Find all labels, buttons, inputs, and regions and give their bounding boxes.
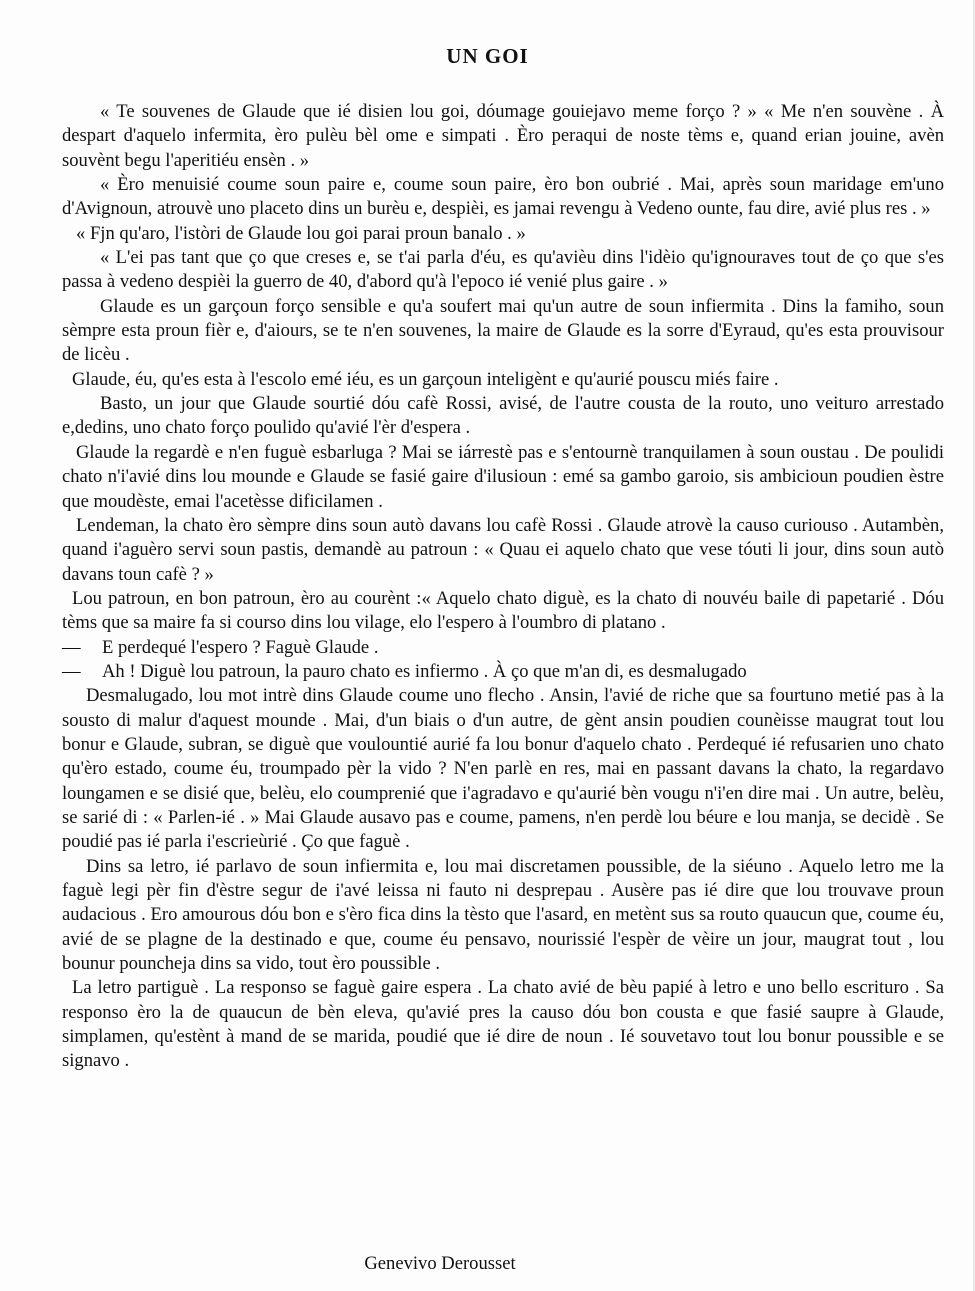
- dash-mark: —: [62, 660, 81, 682]
- paragraph-7: Basto, un jour que Glaude sourtié dóu cafè Rossi, avisé, de l'autre cousta de la routo, uno veituro arrestado e,dedins, uno chato forço poulido qu'avié l'èr d'espera .: [62, 393, 944, 439]
- paragraph-14: Dins sa letro, ié parlavo de soun infiermita e, lou mai discretamen poussible, de la siéuno . Aquelo letro me la faguè legi pèr fin d'èstre segur de i'avé leissa ni fauto ni desprepau . Ausère pas ié dire que lou trouvave proun audacious . Ero amourous dóu bon e s'èro fica dins la tèsto que l'asard, en metènt sus sa routo quaucun que, coume éu, avié de se plagne de la destinado e que, coume éu pensavo, nourissié l'espèr de vèire un jour, maugrat tout , lou bounur pouncheja dins sa vido, tout èro poussible .: [62, 855, 944, 975]
- paragraph-10: Lou patroun, en bon patroun, èro au courènt :« Aquelo chato diguè, es la chato di nouvéu baile di papetarié . Dóu tèms que sa maire fa si courso dins lou vilage, elo l'espero à l'oumbro di platano .: [62, 587, 944, 634]
- page-title: UN GOI: [446, 44, 529, 68]
- paragraph-6: Glaude, éu, qu'es esta à l'escolo emé iéu, es un garçoun inteligènt e qu'aurié pouscu miés faire .: [72, 368, 779, 390]
- paragraph-2: « Èro menuisié coume soun paire e, coume soun paire, èro bon oubrié . Mai, après soun maridage em'uno d'Avignoun, atrouvè uno placeto dins un burèu e, despièi, es jamai revengu à Vedeno ounte, fau dire, avié plus res . »: [62, 174, 944, 220]
- paragraph-4: « L'ei pas tant que ço que creses e, se t'ai parla d'éu, es qu'avièu dins l'idèio qu'ignouraves tout de ço que s'es passa à vedeno despièi la guerro de 40, d'abord qu'à l'epoco ié venié plus gaire . »: [62, 247, 944, 293]
- dialogue-text: E perdequé l'espero ? Faguè Glaude .: [102, 636, 379, 658]
- paragraph-8: Glaude la regardè e n'en fuguè esbarluga ? Mai se iárrestè pas e s'entournè tranquilamen à soun oustau . De poulidi chato n'i'avié dins lou mounde e Glaude se fasié gaire d'ilusioun : emé sa gambo garoio, sis ambicioun poudien èstre que moudèste, emai l'acetèsse dificilamen .: [62, 441, 944, 512]
- paragraph-1: « Te souvenes de Glaude que ié disien lou goi, dóumage gouiejavo meme forço ? » « Me n'en souvène . À despart d'aquelo infermita, èro pulèu bèl ome e simpati . Èro peraqui de noste tèms e, quand erian jouine, avèn souvènt begu l'aperitiéu ensèn . »: [62, 101, 944, 171]
- dialogue-line-2: [62, 660, 944, 684]
- dialogue-text: Ah ! Diguè lou patroun, la pauro chato es infiermo . À ço que m'an di, es desmalugado: [102, 660, 747, 682]
- dialogue-line-1: [62, 636, 944, 660]
- dash-mark: —: [62, 636, 81, 658]
- author-signature: Genevivo Derousset: [364, 1253, 516, 1274]
- paragraph-5: Glaude es un garçoun forço sensible e qu'a soufert mai qu'un autre de soun infiermita . Dins la famiho, soun sèmpre esta proun fièr e, d'aiours, se te n'en souvenes, la maire de Glaude es la sorre d'Eyraud, qu'es esta prouvisour de licèu .: [62, 295, 944, 366]
- paragraph-3: « Fjn qu'aro, l'istòri de Glaude lou goi parai proun banalo . »: [76, 222, 526, 244]
- paragraph-15: La letro partiguè . La responso se faguè gaire espera . La chato avié de bèu papié à letro e uno bello escrituro . Sa responso èro la de quaucun de bèn eleva, qu'avié pres la causo dóu bon cousta e que fasié saupre à Glaude, simplamen, qu'estènt à mand de se marida, poudié que ié dire de noun . Ié souvetavo tout lou bonur poussible e se signavo .: [62, 977, 944, 1072]
- paragraph-13: Desmalugado, lou mot intrè dins Glaude coume uno flecho . Ansin, l'avié de riche que sa fourtuno metié pas à la sousto di malur d'aquest mounde . Mai, d'un biais o d'un autre, de gènt ansin poudien counèisse maugrat tout lou bonur e Glaude, subran, se diguè que voulountié aurié fa lou bonur d'aquelo chato . Perdequé ié refusarien uno chato qu'èro estado, coume éu, troumpado pèr la vido ? N'en parlè en res, mai en passant davans la chato, la regardavo loungamen e se disié que, belèu, elo coumprenié que i'agradavo e qu'aurié bèn vougu n'i'en dire mai . Un autre, belèu, se sarié di : « Parlen-ié . » Mai Glaude ausavo pas e coume, pamens, n'en perdè lou béure e lou manja, se decidè . Se poudié pas ié parla i'escrieùrié . Ço que faguè .: [62, 685, 944, 853]
- paragraph-9: Lendeman, la chato èro sèmpre dins soun autò davans lou cafè Rossi . Glaude atrovè la causo curiouso . Autambèn, quand i'aguèro servi soun pastis, demandè au patroun : « Quau ei aquelo chato que vese tóuti li jour, dins soun autò davans toun cafè ? »: [62, 514, 944, 585]
- story-body: [62, 100, 944, 1074]
